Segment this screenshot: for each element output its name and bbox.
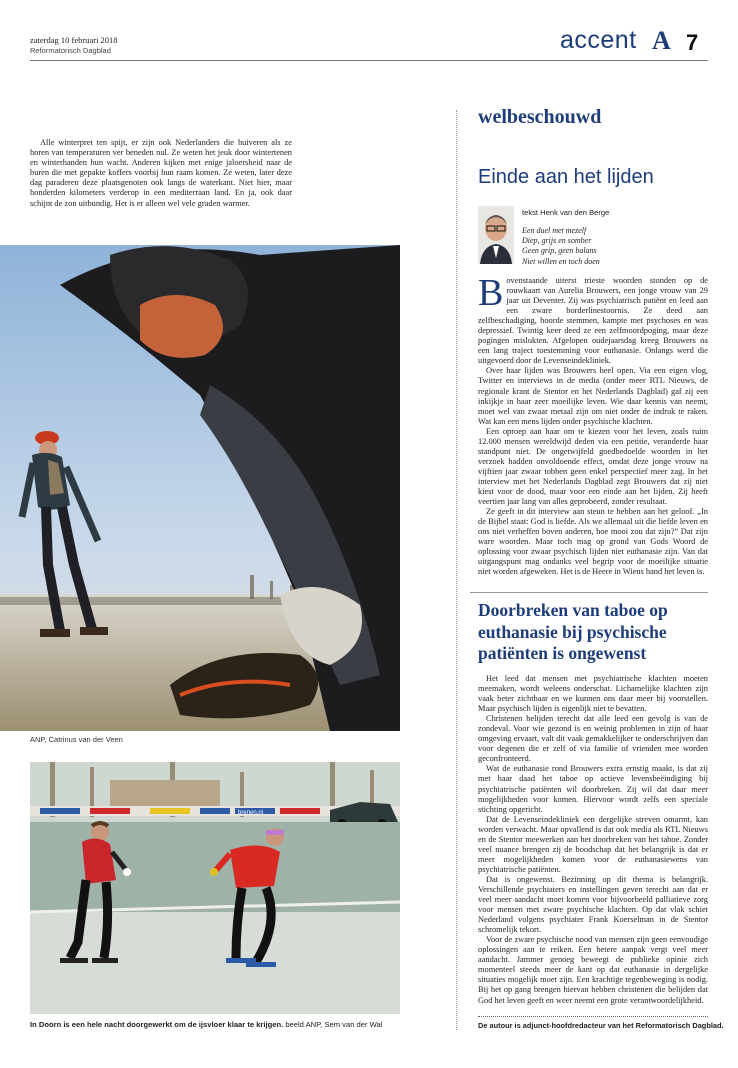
article-paragraph: Voor de zware psychische nood van mensen zijn geen eenvoudige oplossingen aan te reiken. Een betere aanpak vergt veel meer aandacht. Jammer genoeg beweegt de publieke opinie zich momenteel steeds meer de kant op dat euthanasie in dergelijke situaties mogelijk moet zijn. Een krachtige tegenbeweging is nodig. Bij het op gang brengen hiervan hebben christenen die belijden dat God het leven geeft en weer neemt een grote verantwoordelijkheid. (478, 935, 708, 1005)
publication-date: zaterdag 10 februari 2018 (30, 35, 118, 45)
article-body (478, 272, 708, 577)
column-kicker: welbeschouwd (478, 106, 602, 128)
article-paragraph: Dat is ongewenst. Bezinning op dit thema is belangrijk. Verschillende psychiaters en instellingen geven terecht aan dat er veel meer aandacht moet komen voor bijvoorbeeld palliatieve zorg voor mensen met zware psychische klachten. Op dat vlak schiet Nederland volgens psychiater Frank Koerselman in de Stentor schromelijk tekort. (478, 874, 708, 935)
caption-credit: beeld ANP, Sem van der Wal (285, 1020, 383, 1029)
article-paragraph: Wat de euthanasie rond Brouwers extra ernstig maakt, is dat zij met haar daad het taboe op actieve levensbeëindiging bij psychiatrische patiënten wil doorbreken. Zij wil dat daar meer mogelijkheden voor komen. Hiervoor wordt zelfs een speciale stichting opgericht. (478, 764, 708, 814)
caption-text: In Doorn is een hele nacht doorgewerkt om de ijsvloer klaar te krijgen. (30, 1020, 284, 1029)
section-divider (470, 592, 708, 593)
newspaper-name: Reformatorisch Dagblad (30, 46, 111, 55)
author-note: De autour is adjunct-hoofdredacteur van het Reformatorisch Dagblad. (478, 1021, 724, 1030)
column-divider (456, 110, 457, 1030)
rink-banner-text: brenen.nl (238, 810, 264, 816)
skating-photo-illustration (0, 245, 400, 731)
secondary-headline: Doorbreken van taboe op euthanasie bij psychische patiënten is ongewenst (478, 600, 668, 663)
section-title: accent (560, 26, 637, 54)
page-number: 7 (686, 30, 699, 55)
poem-line: Een duel met mezelf (522, 226, 587, 235)
article-paragraph: Dat de Levenseindekliniek een dergelijke streven omarmt, kan worden verwacht. Maar opvallend is dat ook media als RTL Nieuws en de Stentor meewerken aan het doorbreken van het taboe. Zonder veel nuance brengen zij de boodschap dat het belangrijk is dat er meer mogelijkheden komen voor de euthanasiewens van psychiatrische patiënten. (478, 814, 708, 874)
rink-photo-illustration (30, 762, 400, 1014)
header-divider (30, 60, 708, 61)
article-paragraph: Ze geeft in dit interview aan steun te hebben aan het geloof. „In de Bijbel staat: God is liefde. Als we allemaal uit die liefde leven en ons niet verheffen boven anderen, hoe mooi zou dat zijn?” Dat zijn ware woorden. Maar toch mag op grond van Gods Woord de oplossing voor zwaar psychisch lijden niet euthanasie zijn. Van dat uitgangspunt mag ondanks veel begrip voor de moeilijke situatie niet worden afgeweken. Het is de Heere in Wiens hand het leven is. (478, 507, 708, 577)
poem-line: Geen grip, geen balans (522, 246, 597, 256)
article-paragraph: Over haar lijden was Brouwers heel open. Via een eigen vlog, Twitter en interviews in de media (onder meer RTL Nieuws, de regionale krant de Stentor en het Nederlands Dagblad) gaf zij een inkijkje in haar zeer moeilijke leven. Wie daar kennis van neemt, moet wel van zwaar metaal zijn om niet onder de indruk te raken. Wat kan een mens lijden onder psychische klachten. (478, 366, 708, 426)
author-photo (478, 206, 514, 264)
article-body-2 (478, 674, 708, 1006)
intro-paragraph: Alle winterpret ten spijt, er zijn ook Nederlanders die huiveren als ze horen van temperaturen ver beneden nul. Ze weten het jeuk door wintertenen en winterhanden hun wacht. Anderen kijken met enige jaloersheid naar de buren die met gepakte koffers voorbij hun raam komen. Ze weten, later deze dag paraderen deze plaatsgenoten ook langs de waterkant. Niet hier, maar honderden kilometers verderop in een mediterraan land. En ja, ook daar schijnt de zon uitbundig. Het is er alleen wel vele graden warmer. (30, 138, 292, 208)
article-paragraph: Een oproep aan haar om te kiezen voor het leven, zoals ruim 12.000 mensen wereldwijd deden via een petitie, veranderde haar standpunt niet. De ongetwijfeld goedbedoelde woorden in het verzoek hadden onvoldoende effect, omdat deze jonge vrouw na vijftien jaar zwaar tobben geen enkel perspectief meer zag. In het interview met het Nederlands Dagblad zegt Brouwers dat zij niet kiest voor de dood, maar voor een einde aan het lijden. Zij heeft veertien jaar lang van alles geprobeerd, zonder resultaat. (478, 426, 708, 507)
photo-skater-lacing (0, 245, 400, 731)
footer-divider (478, 1016, 708, 1017)
section-logo: A (652, 26, 671, 55)
article-paragraph: Bovenstaande uiterst trieste woorden stonden op de rouwkaart van Aurelia Brouwers, een jonge vrouw van 29 jaar uit Deventer. Zij was psychiatrisch patiënt en leed aan een zware borderlinestoornis. Ze deed aan zelfbeschadiging, hoorde stemmen, kampte met psychoses en was depressief. Twintig keer deed ze een zelfmoordpoging, maar deze pogingen mislukten. Afgelopen oudejaarsdag kreeg Brouwers na een lang traject toestemming voor euthanasie. Onlangs werd die uitgevoerd door de Levenseindekliniek. (478, 272, 708, 366)
photo-caption (30, 1020, 450, 1029)
byline: tekst Henk van den Berge (522, 208, 610, 217)
photo-two-skaters (30, 762, 400, 1014)
poem-line: Niet willen en toch doen (522, 256, 600, 266)
article-headline: Einde aan het lijden (478, 166, 654, 188)
poem-line: Diep, grijs en somber (522, 236, 592, 246)
poem-quote (522, 226, 600, 267)
article-paragraph: Christenen belijden terecht dat alle leed een gevolg is van de zondeval. Voor wie gezond is en weinig problemen in zijn of haar omgeving ervaart, valt dit vaak gemakkelijker te onderschrijven dan voor degenen die er zelf of via familie of vrienden mee worden geconfronteerd. (478, 714, 708, 764)
photo-credit-top: ANP, Catrinus van der Veen (30, 735, 123, 744)
article-paragraph: Het leed dat mensen met psychiatrische klachten moeten meemaken, wordt weleens onderschat. Lichamelijke klachten zijn vaak beter zichtbaar en we kunnen ons daar meer bij voorstellen. Maar psychisch lijden is eigenlijk niet te bevatten. (478, 674, 708, 714)
drop-cap: B (478, 272, 504, 314)
